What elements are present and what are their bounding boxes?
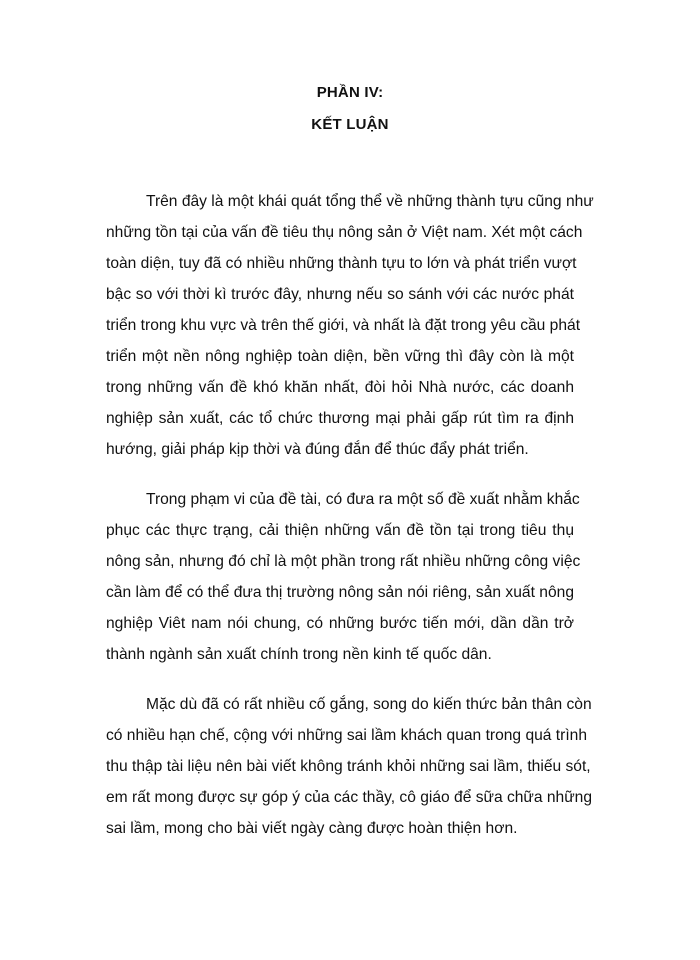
- paragraph-line: những tồn tại của vấn đề tiêu thụ nông sản ở Việt nam. Xét một cách: [106, 224, 583, 241]
- paragraph-line: Trên đây là một khái quát tổng thể về những thành tựu cũng như: [146, 193, 594, 210]
- paragraph-line: em rất mong được sự góp ý của các thầy, cô giáo để sữa chữa những: [106, 789, 593, 806]
- paragraph-line: toàn diện, tuy đã có nhiều những thành tựu to lớn và phát triển vượt: [106, 255, 577, 272]
- paragraph-line: hướng, giải pháp kịp thời và đúng đắn để thúc đẩy phát triển.: [106, 441, 529, 458]
- paragraph-line: cần làm để có thể đưa thị trường nông sản nói riêng, sản xuất nông: [106, 584, 574, 601]
- paragraph-line: sai lầm, mong cho bài viết ngày càng được hoàn thiện hơn.: [106, 820, 518, 837]
- paragraph-line: triển một nền nông nghiệp toàn diện, bền vững thì đây còn là một: [106, 348, 574, 365]
- paragraph-line: nghiệp sản xuất, các tổ chức thương mại phải gấp rút tìm ra định: [106, 410, 574, 427]
- paragraph-line: nông sản, nhưng đó chỉ là một phần trong rất nhiều những công việc: [106, 553, 581, 570]
- paragraph-line: phục các thực trạng, cải thiện những vấn đề tồn tại trong tiêu thụ: [106, 522, 574, 539]
- paragraph-line: thu thập tài liệu nên bài viết không tránh khỏi những sai lầm, thiếu sót,: [106, 758, 591, 775]
- paragraph-line: có nhiều hạn chế, cộng với những sai lầm khách quan trong quá trình: [106, 727, 587, 744]
- paragraph-line: Mặc dù đã có rất nhiều cố gắng, song do kiến thức bản thân còn: [146, 696, 592, 713]
- paragraph-line: triển trong khu vực và trên thế giới, và nhất là đặt trong yêu cầu phát: [106, 317, 581, 334]
- section-title: KẾT LUẬN: [311, 116, 389, 133]
- paragraph-line: bậc so với thời kì trước đây, nhưng nếu so sánh với các nước phát: [106, 286, 574, 303]
- paragraph-line: nghiệp Viêt nam nói chung, có những bước tiến mới, dần dần trở: [106, 615, 574, 632]
- paragraph-line: trong những vấn đề khó khăn nhất, đòi hỏi Nhà nước, các doanh: [106, 379, 574, 396]
- paragraph-line: thành ngành sản xuất chính trong nền kinh tế quốc dân.: [106, 646, 492, 663]
- part-title: PHẦN IV:: [316, 84, 384, 101]
- paragraph-line: Trong phạm vi của đề tài, có đưa ra một số đề xuất nhằm khắc: [146, 491, 580, 508]
